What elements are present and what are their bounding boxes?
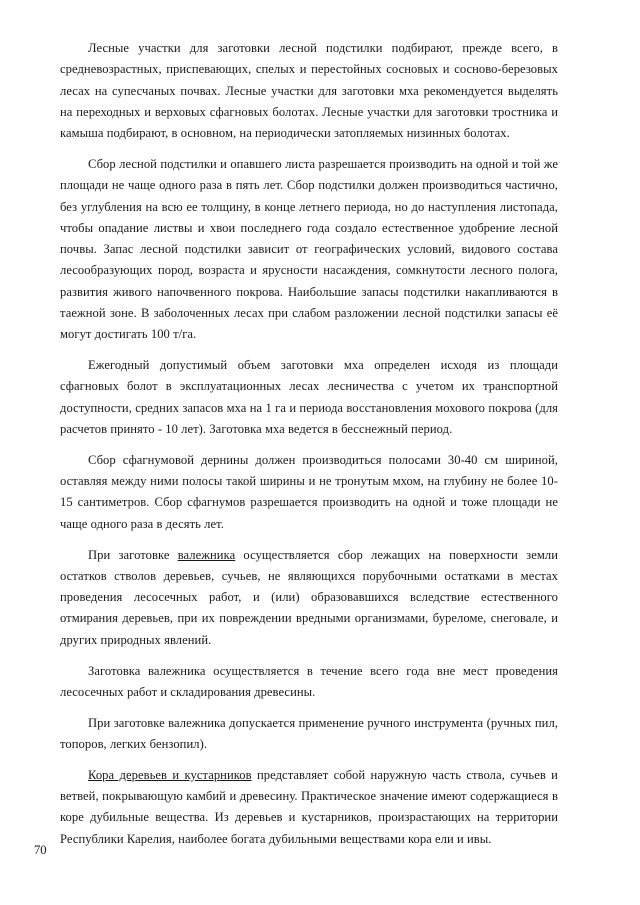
paragraph-bark bbox=[60, 765, 558, 850]
paragraph-forest-plots: Лесные участки для заготовки лесной подстилки подбирают, прежде всего, в средневозрастных, приспевающих, спелых и перестойных сосновых и сосново-березовых лесах на супесчаных почвах. Лесные участки для заготовки мха рекомендуется выделять на переходных и верховых сфагновых болотах. Лесные участки для заготовки тростника и камыша подбирают, в основном, на периодически затопляемых низинных болотах. bbox=[60, 41, 558, 141]
term-deadwood: валежника bbox=[177, 547, 236, 562]
body-text bbox=[60, 38, 558, 850]
page-number: 70 bbox=[34, 843, 47, 857]
term-bark: Кора деревьев и кустарников bbox=[88, 767, 252, 782]
paragraph-deadwood-tools: При заготовке валежника допускается применение ручного инструмента (ручных пил, топоров, легких бензопил). bbox=[60, 715, 558, 751]
paragraph-deadwood bbox=[60, 545, 558, 651]
paragraph-deadwood-season: Заготовка валежника осуществляется в течение всего года вне мест проведения лесосечных работ и складирования древесины. bbox=[60, 663, 558, 699]
paragraph-sphagnum-sod: Сбор сфагнумовой дернины должен производиться полосами 30-40 см шириной, оставляя между ними полосы такой ширины и не тронутым мхом, на глубину не более 10-15 сантиметров. Сбор сфагнумов разрешается производить на одной и тоже площади не чаще одного раза в десять лет. bbox=[60, 452, 558, 531]
deadwood-text-after: осуществляется сбор лежащих на поверхности земли остатков стволов деревьев, сучьев, не являющихся порубочными остатками в местах проведения лесосечных работ, и (или) образовавшихся вследствие естественного отмирания деревьев, при их повреждении вредными организмами, буреломе, снеговале, и других природных явлений. bbox=[60, 547, 558, 647]
deadwood-text-before: При заготовке bbox=[88, 547, 178, 562]
bark-text-after: представляет собой наружную часть ствола, сучьев и ветвей, покрывающую камбий и древесину. Практическое значение имеют содержащиеся в коре дубильные вещества. Из деревьев и кустарников, произрастающих на территории Республики Карелия, наиболее богата дубильными веществами кора ели и ивы. bbox=[60, 767, 558, 846]
paragraph-moss-volume: Ежегодный допустимый объем заготовки мха определен исходя из площади сфагновых болот в эксплуатационных лесах лесничества с учетом их транспортной доступности, средних запасов мха на 1 га и периода восстановления мохового покрова (для расчетов принято - 10 лет). Заготовка мха ведется в бесснежный период. bbox=[60, 358, 558, 437]
paragraph-litter-collection: Сбор лесной подстилки и опавшего листа разрешается производить на одной и той же площади не чаще одного раза в пять лет. Сбор подстилки должен производиться частично, без углубления на всю ее толщину, в конце летнего периода, но до наступления листопада, чтобы опадание листвы и хвои последнего года создало естественное удобрение лесной почвы. Запас лесной подстилки зависит от географических условий, видового состава лесообразующих пород, возраста и ярусности насаждения, сомкнутости лесного полога, развития живого напочвенного покрова. Наибольшие запасы подстилки накапливаются в таежной зоне. В заболоченных лесах при слабом разложении лесной подстилки запасы её могут достигать 100 т/га. bbox=[60, 156, 558, 342]
